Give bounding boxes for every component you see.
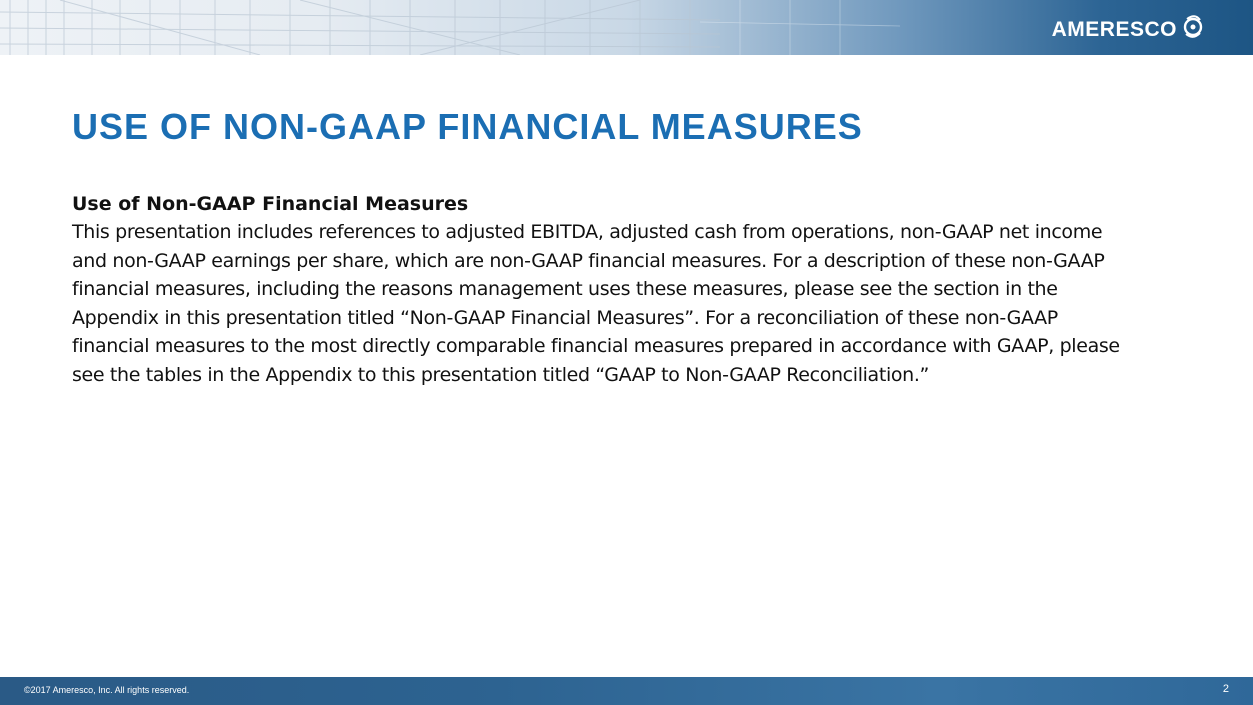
paragraph-line: financial measures to the most directly comparable financial measures prepared in accordance with GAAP, please <box>72 335 1120 357</box>
body-text-block <box>72 190 1172 389</box>
page-number: 2 <box>1222 683 1229 695</box>
paragraph-line: and non-GAAP earnings per share, which are non-GAAP financial measures. For a description of these non-GAAP <box>72 249 1105 272</box>
header-banner <box>0 0 1253 55</box>
page-title: USE OF NON-GAAP FINANCIAL MEASURES <box>72 106 863 147</box>
ameresco-swirl-icon <box>1181 14 1205 45</box>
logo-text: AMERESCO <box>1051 17 1177 41</box>
paragraph-line: financial measures, including the reasons management uses these measures, please see the section in the <box>72 278 1058 300</box>
paragraph-line: Appendix in this presentation titled “Non-GAAP Financial Measures”. For a reconciliation of these non-GAAP <box>72 306 1058 329</box>
copyright-text: ©2017 Ameresco, Inc. All rights reserved. <box>24 685 190 695</box>
footer-bar <box>0 677 1253 705</box>
ameresco-logo <box>1052 14 1205 45</box>
section-heading: Use of Non-GAAP Financial Measures <box>72 193 469 215</box>
paragraph-line: see the tables in the Appendix to this presentation titled “GAAP to Non-GAAP Reconciliation.” <box>72 363 930 386</box>
paragraph-line: This presentation includes references to adjusted EBITDA, adjusted cash from operations, non-GAAP net income <box>72 221 1103 243</box>
